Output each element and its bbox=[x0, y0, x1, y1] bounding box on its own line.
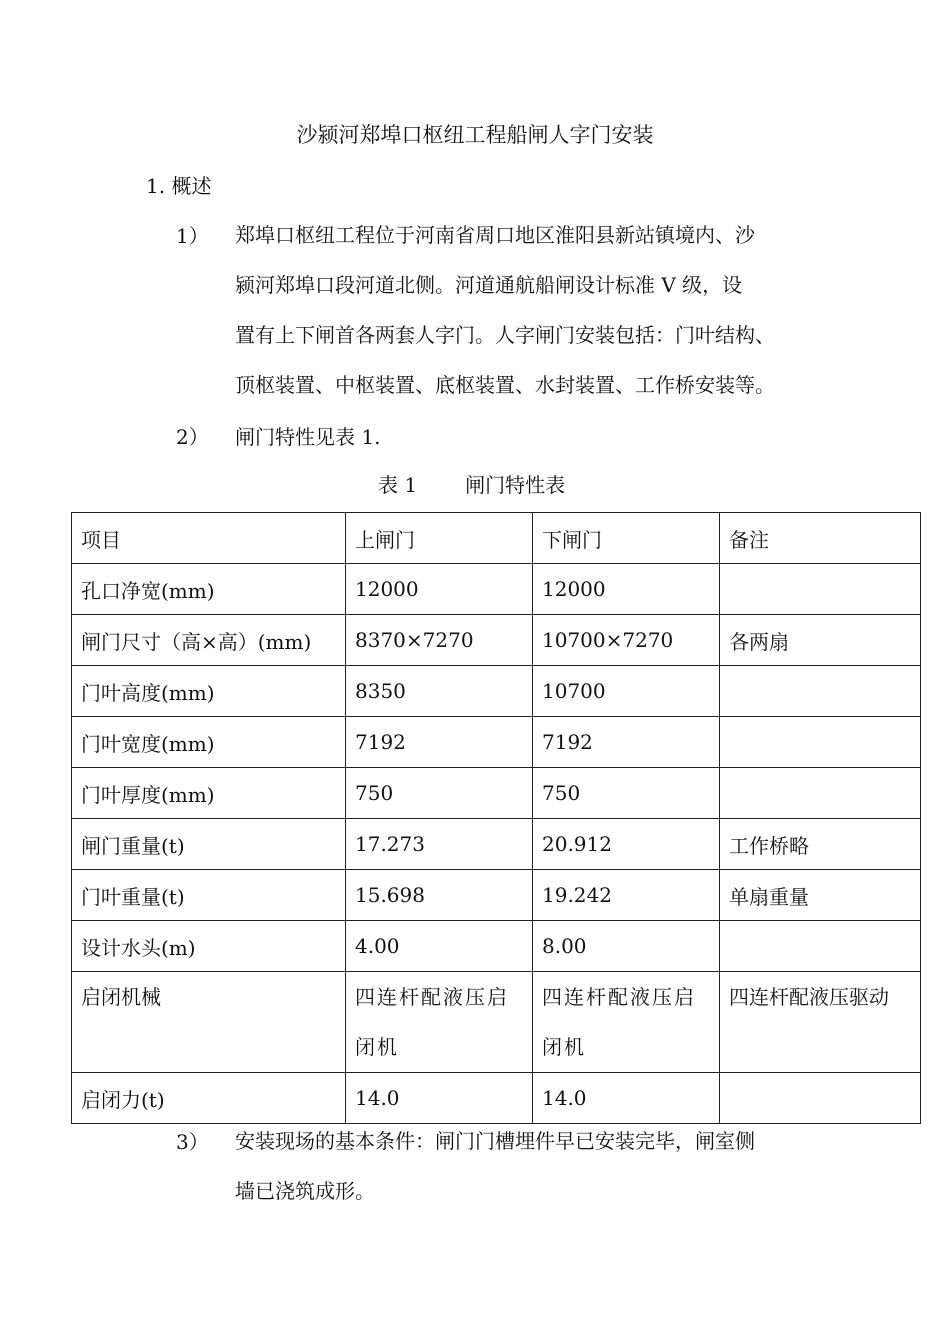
table-row bbox=[72, 768, 921, 819]
table-cell: 闸门尺寸（高×高）(mm) bbox=[72, 615, 346, 666]
paragraph-line: 顶枢装置、中枢装置、底枢装置、水封装置、工作桥安装等。 bbox=[235, 373, 775, 397]
table-cell: 启闭机械 bbox=[72, 972, 346, 1073]
table-cell: 750 bbox=[533, 768, 720, 819]
table-cell: 12000 bbox=[346, 564, 533, 615]
table-cell: 门叶高度(mm) bbox=[72, 666, 346, 717]
caption-name: 闸门特性表 bbox=[465, 473, 566, 497]
table-row bbox=[72, 666, 921, 717]
gate-characteristics-table bbox=[71, 512, 921, 1124]
table-row bbox=[72, 615, 921, 666]
table-cell: 7192 bbox=[533, 717, 720, 768]
table-cell: 单扇重量 bbox=[720, 870, 921, 921]
table-cell: 10700 bbox=[533, 666, 720, 717]
table-cell: 孔口净宽(mm) bbox=[72, 564, 346, 615]
paragraph-line: 郑埠口枢纽工程位于河南省周口地区淮阳县新站镇境内、沙 bbox=[235, 223, 755, 247]
table-cell: 750 bbox=[346, 768, 533, 819]
paragraph bbox=[235, 1116, 755, 1216]
paragraph bbox=[235, 210, 775, 410]
paragraph-line: 置有上下闸首各两套人字门。人字闸门安装包括：门叶结构、 bbox=[235, 323, 775, 347]
paragraph-line: 颍河郑埠口段河道北侧。河道通航船闸设计标准 V 级，设 bbox=[235, 273, 743, 297]
table-cell: 工作桥略 bbox=[720, 819, 921, 870]
header-cell: 项目 bbox=[72, 513, 346, 564]
table-cell: 8370×7270 bbox=[346, 615, 533, 666]
table-row bbox=[72, 564, 921, 615]
table-cell: 15.698 bbox=[346, 870, 533, 921]
table-row bbox=[72, 819, 921, 870]
table-cell: 各两扇 bbox=[720, 615, 921, 666]
table-cell: 7192 bbox=[346, 717, 533, 768]
item-number: 3） bbox=[176, 1130, 209, 1154]
table-cell: 门叶厚度(mm) bbox=[72, 768, 346, 819]
table-cell: 四连杆配液压驱动 bbox=[720, 972, 921, 1073]
item-number: 2） bbox=[176, 425, 209, 449]
table-cell: 14.0 bbox=[346, 1073, 533, 1124]
table-row bbox=[72, 717, 921, 768]
paragraph-line: 墙已浇筑成形。 bbox=[235, 1179, 375, 1203]
table-header-row bbox=[72, 513, 921, 564]
table-cell bbox=[720, 717, 921, 768]
table-cell: 门叶宽度(mm) bbox=[72, 717, 346, 768]
paragraph-line: 安装现场的基本条件：闸门门槽埋件早已安装完毕，闸室侧 bbox=[235, 1129, 755, 1153]
table-cell: 门叶重量(t) bbox=[72, 870, 346, 921]
table-cell: 19.242 bbox=[533, 870, 720, 921]
table-cell: 闸门重量(t) bbox=[72, 819, 346, 870]
table-cell: 8350 bbox=[346, 666, 533, 717]
table-cell bbox=[720, 666, 921, 717]
table-cell: 10700×7270 bbox=[533, 615, 720, 666]
table-cell: 启闭力(t) bbox=[72, 1073, 346, 1124]
table-cell: 四连杆配液压启闭机 bbox=[533, 972, 720, 1073]
document-title: 沙颍河郑埠口枢纽工程船闸人字门安装 bbox=[296, 123, 654, 147]
table-cell bbox=[720, 564, 921, 615]
table-cell: 17.273 bbox=[346, 819, 533, 870]
table-cell: 设计水头(m) bbox=[72, 921, 346, 972]
table-cell: 4.00 bbox=[346, 921, 533, 972]
header-cell: 上闸门 bbox=[346, 513, 533, 564]
table-row bbox=[72, 972, 921, 1073]
table-cell: 14.0 bbox=[533, 1073, 720, 1124]
table-cell bbox=[720, 768, 921, 819]
table-cell: 8.00 bbox=[533, 921, 720, 972]
table-cell: 20.912 bbox=[533, 819, 720, 870]
header-cell: 下闸门 bbox=[533, 513, 720, 564]
table-cell: 四连杆配液压启闭机 bbox=[346, 972, 533, 1073]
caption-label: 表 1 bbox=[378, 473, 418, 497]
table-row bbox=[72, 921, 921, 972]
table-cell: 12000 bbox=[533, 564, 720, 615]
table-caption bbox=[378, 471, 565, 499]
paragraph-line: 闸门特性见表 1. bbox=[235, 425, 381, 449]
header-cell: 备注 bbox=[720, 513, 921, 564]
item-number: 1） bbox=[176, 224, 209, 248]
section-heading: 1. 概述 bbox=[146, 174, 212, 198]
table-cell bbox=[720, 921, 921, 972]
table-row bbox=[72, 870, 921, 921]
